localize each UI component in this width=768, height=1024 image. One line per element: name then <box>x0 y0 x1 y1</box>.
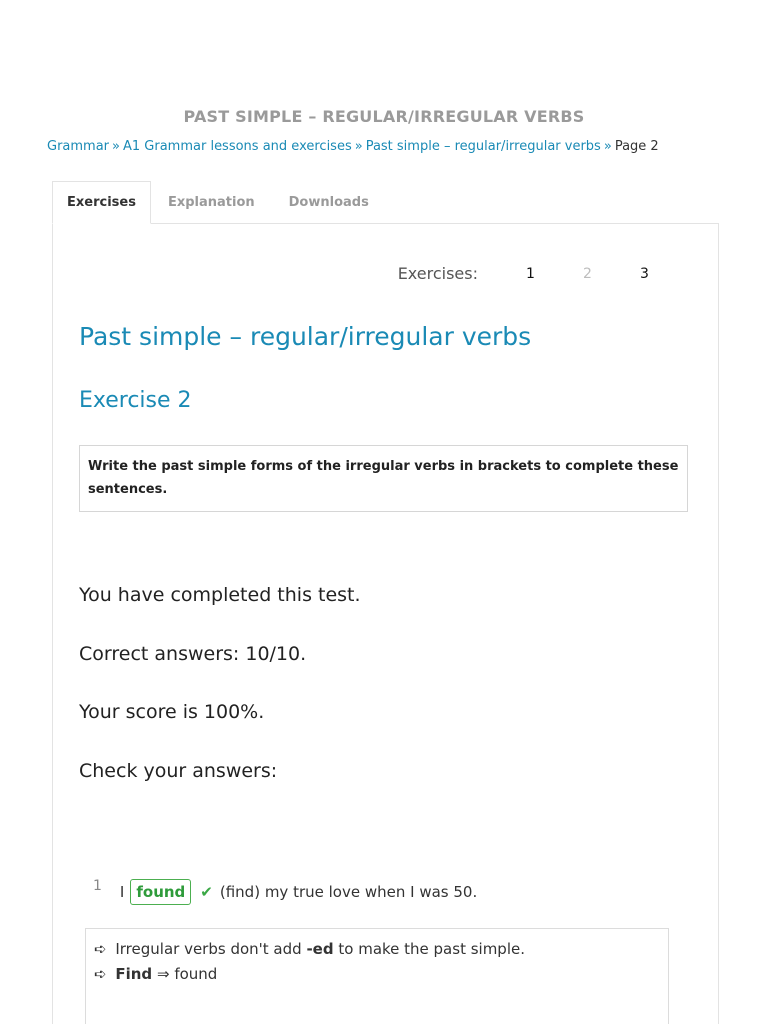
check-icon: ✔ <box>200 883 213 901</box>
exercise-pagination-label: Exercises: <box>397 264 478 283</box>
breadcrumb-separator: » <box>603 139 612 154</box>
page-title: Past simple – regular/irregular verbs <box>79 322 532 351</box>
answer-field[interactable]: found <box>130 879 191 905</box>
arrow-icon: ➪ <box>94 940 107 958</box>
exercise-subtitle: Exercise 2 <box>79 388 192 413</box>
exercise-pagination <box>398 264 673 283</box>
breadcrumb-separator: » <box>354 139 363 154</box>
instructions-box: Write the past simple forms of the irregular verbs in brackets to complete these sentences. <box>79 445 688 512</box>
explanation-text: Irregular verbs don't add <box>115 940 302 958</box>
breadcrumb-link-past-simple[interactable]: Past simple – regular/irregular verbs <box>365 139 601 154</box>
exercise-panel <box>52 223 719 1024</box>
tab-downloads[interactable]: Downloads <box>288 195 369 210</box>
explanation-line-1 <box>94 937 668 962</box>
explanation-line-2 <box>94 962 668 987</box>
breadcrumb-link-grammar[interactable]: Grammar <box>47 139 110 154</box>
answer-explanation <box>85 928 669 1024</box>
page-header-title: PAST SIMPLE – REGULAR/IRREGULAR VERBS <box>183 107 585 126</box>
breadcrumb-separator: » <box>112 139 120 154</box>
score-text: Your score is 100%. <box>79 701 265 723</box>
completed-message: You have completed this test. <box>79 584 361 606</box>
explanation-bold: -ed <box>306 940 334 958</box>
question-number: 1 <box>93 878 102 894</box>
breadcrumb-link-a1-grammar[interactable]: A1 Grammar lessons and exercises <box>123 139 352 154</box>
tab-bar <box>52 181 386 224</box>
tab-explanation[interactable]: Explanation <box>167 195 255 210</box>
check-answers-heading: Check your answers: <box>79 760 278 782</box>
breadcrumb-current: Page 2 <box>614 139 659 154</box>
breadcrumb <box>47 139 659 154</box>
arrow-icon: ➪ <box>94 965 107 983</box>
correct-answers-text: Correct answers: 10/10. <box>79 643 307 665</box>
tab-exercises[interactable]: Exercises <box>52 181 151 224</box>
explanation-text: to make the past simple. <box>338 940 525 958</box>
implies-icon: ⇒ <box>156 965 170 983</box>
explanation-past-form: found <box>174 965 218 983</box>
exercise-page-1[interactable]: 1 <box>526 265 535 282</box>
exercise-page-2-current: 2 <box>583 265 592 282</box>
exercise-page-3[interactable]: 3 <box>640 265 649 282</box>
question-text: (find) my true love when I was 50. <box>219 883 478 901</box>
question-prefix: I <box>119 883 125 901</box>
question-row <box>93 879 477 905</box>
explanation-verb: Find <box>115 965 153 983</box>
